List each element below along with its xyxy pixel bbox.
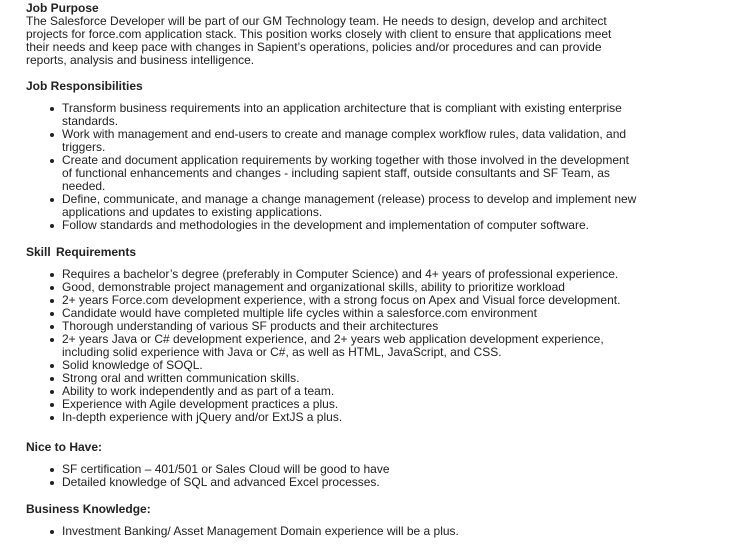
- list-item: Thorough understanding of various SF products and their architectures: [26, 320, 642, 333]
- list-item: Strong oral and written communication skills.: [26, 372, 642, 385]
- list-item: In-depth experience with jQuery and/or ExtJS a plus.: [26, 411, 642, 424]
- list-item: 2+ years Java or C# development experience, and 2+ years web application development experience, including solid experience with Java or C#, as well as HTML, JavaScript, and CSS.: [26, 333, 642, 359]
- job-responsibilities-section: [26, 79, 642, 232]
- list-item: Define, communicate, and manage a change management (release) process to develop and implement new applications and updates to existing applications.: [26, 193, 642, 219]
- job-purpose-text: The Salesforce Developer will be part of our GM Technology team. He needs to design, develop and architect projects for force.com application stack. This position works closely with client to ensure that applications meet their needs and keep pace with changes in Sapient’s operations, policies and/or procedures and can provide reports, analysis and business intelligence.: [26, 14, 612, 67]
- business-knowledge-list: [26, 525, 642, 538]
- list-item: Transform business requirements into an application architecture that is compliant with existing enterprise standards.: [26, 102, 642, 128]
- list-item: Experience with Agile development practices a plus.: [26, 398, 642, 411]
- nice-to-have-heading: Nice to Have:: [26, 440, 103, 454]
- job-responsibilities-heading: Job Responsibilities: [26, 79, 143, 93]
- list-item: Good, demonstrable project management and organizational skills, ability to prioritize workload: [26, 281, 642, 294]
- list-item: Follow standards and methodologies in the development and implementation of computer software.: [26, 219, 642, 232]
- skill-requirements-section: [26, 245, 642, 424]
- list-item: Requires a bachelor’s degree (preferably in Computer Science) and 4+ years of professional experience.: [26, 268, 642, 281]
- nice-to-have-section: [26, 440, 642, 489]
- list-item: Work with management and end-users to create and manage complex workflow rules, data validation, and triggers.: [26, 128, 642, 154]
- list-item: 2+ years Force.com development experience, with a strong focus on Apex and Visual force development.: [26, 294, 642, 307]
- skill-requirements-heading: Skill Requirements: [26, 245, 137, 259]
- list-item: Ability to work independently and as part of a team.: [26, 385, 642, 398]
- list-item: Candidate would have completed multiple life cycles within a salesforce.com environment: [26, 307, 642, 320]
- skill-requirements-list: [26, 268, 642, 424]
- business-knowledge-section: [26, 502, 642, 538]
- job-purpose-section: [26, 1, 626, 67]
- nice-to-have-list: [26, 463, 642, 489]
- list-item: SF certification – 401/501 or Sales Cloud will be good to have: [26, 463, 642, 476]
- list-item: Solid knowledge of SOQL.: [26, 359, 642, 372]
- business-knowledge-heading: Business Knowledge:: [26, 502, 151, 516]
- list-item: Detailed knowledge of SQL and advanced Excel processes.: [26, 476, 642, 489]
- list-item: Investment Banking/ Asset Management Domain experience will be a plus.: [26, 525, 642, 538]
- list-item: Create and document application requirements by working together with those involved in the development of functional enhancements and changes - including sapient staff, outside consultants and SF Team, as needed.: [26, 154, 642, 193]
- job-responsibilities-list: [26, 102, 642, 232]
- job-purpose-heading: Job Purpose: [26, 1, 99, 15]
